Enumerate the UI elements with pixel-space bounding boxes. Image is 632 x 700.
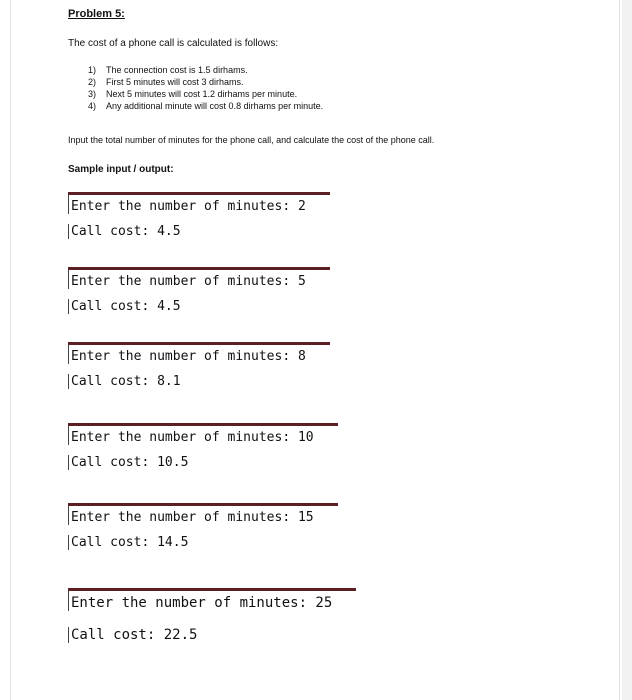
rule-text: Any additional minute will cost 0.8 dirhams per minute. — [106, 101, 324, 111]
rule-item — [88, 100, 323, 112]
sample-io-block — [68, 423, 338, 470]
sample-io-label: Sample input / output: — [68, 164, 174, 175]
sample-result: Call cost: 4.5 — [68, 224, 330, 239]
rule-item — [88, 88, 323, 100]
sample-result: Call cost: 10.5 — [68, 455, 338, 470]
sample-io-block — [68, 267, 330, 314]
problem-intro: The cost of a phone call is calculated is follows: — [68, 38, 279, 49]
rule-number: 3) — [88, 89, 97, 99]
problem-title: Problem 5: — [68, 8, 125, 20]
page-edge-shadow — [622, 0, 632, 700]
sample-result: Call cost: 14.5 — [68, 535, 338, 550]
sample-result: Call cost: 8.1 — [68, 374, 330, 389]
rule-number: 1) — [88, 65, 97, 75]
sample-prompt: Enter the number of minutes: 8 — [68, 345, 330, 364]
rule-text: Next 5 minutes will cost 1.2 dirhams per minute. — [106, 89, 298, 99]
cost-rules-list — [88, 64, 323, 112]
sample-result: Call cost: 4.5 — [68, 299, 330, 314]
sample-prompt: Enter the number of minutes: 5 — [68, 270, 330, 289]
sample-prompt: Enter the number of minutes: 10 — [68, 426, 338, 445]
sample-result: Call cost: 22.5 — [68, 627, 356, 643]
sample-prompt: Enter the number of minutes: 2 — [68, 195, 330, 214]
rule-item — [88, 76, 323, 88]
sample-io-block — [68, 192, 330, 239]
rule-text: First 5 minutes will cost 3 dirhams. — [106, 77, 244, 87]
rule-item — [88, 64, 323, 76]
sample-io-block — [68, 342, 330, 389]
sample-io-block — [68, 503, 338, 550]
rule-number: 2) — [88, 77, 97, 87]
sample-prompt: Enter the number of minutes: 15 — [68, 506, 338, 525]
instruction-text: Input the total number of minutes for the phone call, and calculate the cost of the phone call. — [68, 135, 435, 145]
sample-io-block — [68, 588, 356, 643]
sample-prompt: Enter the number of minutes: 25 — [68, 591, 356, 611]
rule-number: 4) — [88, 101, 97, 111]
rule-text: The connection cost is 1.5 dirhams. — [106, 65, 248, 75]
